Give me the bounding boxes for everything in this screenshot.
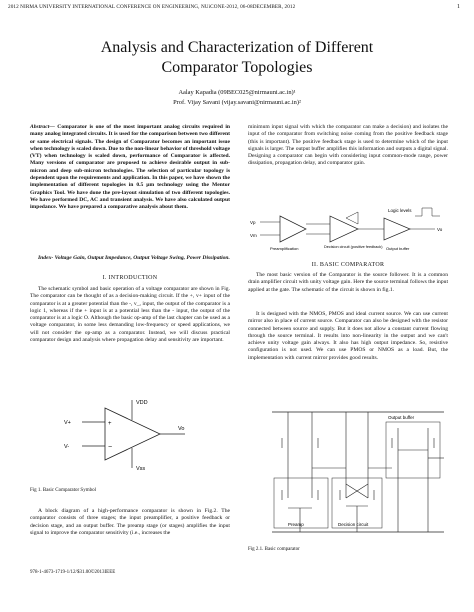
buffer-triangle <box>384 218 410 240</box>
author-2: Prof. Vijay Savani (vijay.savani@nirmauni.ac.in)² <box>173 99 301 106</box>
running-header: 2012 NIRMA UNIVERSITY INTERNATIONAL CONFERENCE ON ENGINEERING, NUiCONE-2012, 06-08DECEMBER, 2012 <box>8 4 296 10</box>
index-terms: Index- Voltage Gain, Output Impedance, Output Voltage Swing, Power Dissipation. <box>38 255 230 261</box>
fig2-decision-label: Decision circuit <box>338 522 369 527</box>
decision-triangle <box>330 216 358 242</box>
intro-paragraph-1: The schematic symbol and basic operation of a voltage comparator are shown in Fig. The comparator can be thought of as a decision-making circuit. If the +, v+ input of the comparator is at a greater potential than the -, v_, input, the output of the comparator is a logic 1, whereas if the + input is at a potential less than the - input, the output of the comparator is at a logic O. Although the basic op-amp of the last chapter can be used as a voltage comparator, in some less demanding low-frequency or speed applications, we will not consider the op-amp as a comparator. Instead, we will discuss practical comparator design and analysis where propagation delay and sensitivity are important. <box>30 286 230 344</box>
fig1-vo-label: Vo <box>178 426 185 432</box>
fig2-caption: Fig 2.1. Basic comparator <box>248 547 300 552</box>
block-vm-label: Vm <box>250 233 257 238</box>
section-heading-basic-comparator: II. BASIC COMPARATOR <box>311 262 385 268</box>
fig1-vplus-label: V+ <box>64 420 71 426</box>
block-decision-label: Decision circuit (positive feedback) <box>324 245 383 249</box>
fig1-vss-label: Vss <box>136 466 146 472</box>
abstract <box>30 124 230 212</box>
basic-paragraph-1: The most basic version of the Comparator is the source follower. It is a common drain amplifier circuit with unity voltage gain. Here the source terminal follows the input applied at the gate. The schematic of the circuit is shown in fig.1. <box>248 272 448 293</box>
right-paragraph-1: minimum input signal with which the comparator can make a decision) and isolates the input of the comparator from switching noise coming from the positive feedback stage (this is important). The positive feedback stage is used to determine which of the input signals is larger. The output buffer amplifies this information and outputs a digital signal. Designing a comparator can begin with considering input common-mode range, power dissipation, propagation delay, and comparator gain. <box>248 124 448 167</box>
basic-paragraph-2: It is designed with the NMOS, PMOS and ideal current source. We can use current mirror also in place of current source. Comparator can also be designed with the resistor connected between source and supply. But it does not allow a constant current flowing through the source terminal. It results into non-linearity in the output and we can't achieve unity voltage gain always. It also has high output impedance. So, resistive configuration is not used. We can use PMOS or NMOS as a load. But, the implementation with current mirror provides good results. <box>248 311 448 361</box>
comparator-block-diagram <box>250 204 450 252</box>
page-number: 1 <box>457 4 460 10</box>
intro-paragraph-2: A block diagram of a high-performance comparator is shown in Fig.2. The comparator consists of three stages; the input preamplifier, a positive feedback or decision stage, and an output buffer. The preamp stage (or stages) amplifies the input signal to improve the comparator sensitivity (i.e., increases the <box>30 508 230 536</box>
svg-text:+: + <box>108 421 112 427</box>
feedback-triangle <box>346 212 358 224</box>
author-1: Aalay Kapadia (09BEC025@nirmauni.ac.in)¹ <box>178 89 296 96</box>
preamp-triangle <box>280 216 306 242</box>
fig2-preamp-label: Preamp <box>288 522 304 527</box>
paper-title-line2: Comparator Topologies <box>161 59 313 76</box>
preamp-region <box>274 478 328 528</box>
block-buffer-label: Output buffer <box>386 246 410 251</box>
block-vo-label: Vo <box>437 227 443 232</box>
logic-level-waveform <box>415 208 440 216</box>
abstract-label: Abstract— <box>30 124 55 130</box>
fig1-caption: Fig 1. Basic Comparator Symbol <box>30 488 96 493</box>
block-vp-label: Vp <box>250 220 256 225</box>
fig2-comparator-schematic <box>268 408 448 538</box>
fig1-vdd-label: VDD <box>136 400 148 406</box>
section-heading-introduction: I. INTRODUCTION <box>102 275 158 281</box>
svg-text:−: − <box>108 444 113 451</box>
paper-title-line1: Analysis and Characterization of Different <box>100 39 374 56</box>
fig1-vminus-label: V- <box>64 444 70 450</box>
block-logic-levels-label: Logic levels <box>388 208 412 213</box>
comparator-triangle <box>105 408 160 460</box>
copyright-footer: 978-1-4673-1719-1/12/$31.00©2013IEEE <box>30 570 116 575</box>
fig1-comparator-symbol <box>60 398 200 480</box>
transistor-network <box>282 412 444 532</box>
block-preamp-label: Preamplification <box>270 246 299 251</box>
abstract-text: Comparator is one of the most important analog circuits required in many analog integrated circuits. It is used for the comparison between two different or same electrical signals. The design of Comparator becomes an important issue when technology is scaled down. Due to the non-linear behavior of threshold voltage (VT) when technology is scaled down, performance of Comparator is affected. Many versions of comparator are proposed to achieve desirable output in sub-micron and deep sub-micron technologies. The selection of particular topology is dependent upon the requirements and application. In this paper, we have shown the implementation of different topologies in 0.5 µm technology using the Mentor Graphics Tool. We have done the pre-layout simulation of two different topologies. We have performed DC, AC and transient analysis. We have also calculated output impedance. We have prepared a comparative analysis about them. <box>30 124 230 211</box>
fig2-output-buffer-label: Output buffer <box>388 415 415 420</box>
